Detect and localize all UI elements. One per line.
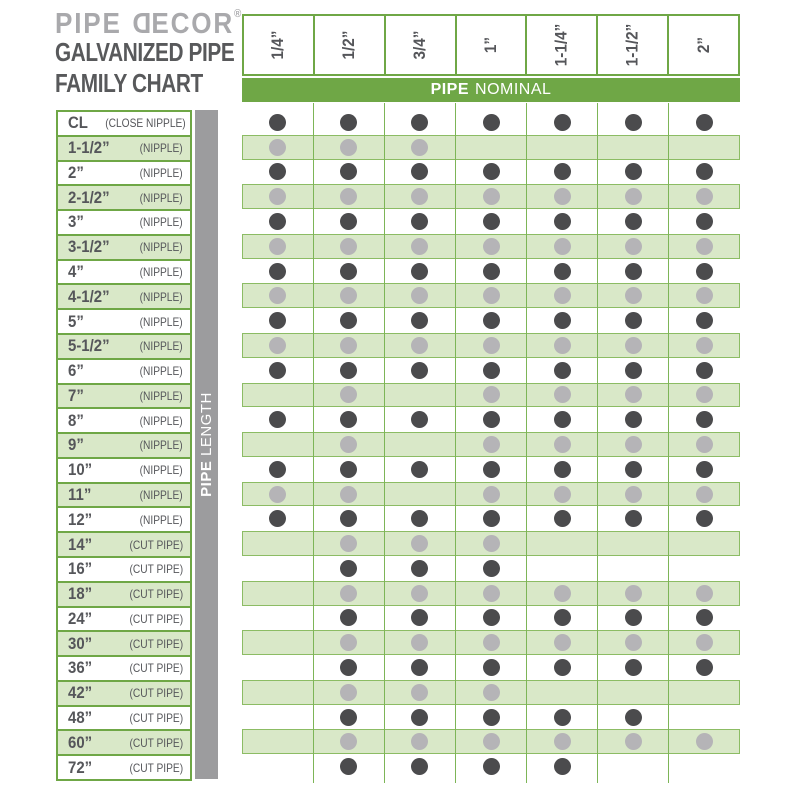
availability-dot: [269, 312, 286, 329]
row-length-label: 12”: [68, 509, 93, 529]
availability-dot: [411, 238, 428, 255]
availability-dot: [411, 362, 428, 379]
availability-dot: [340, 709, 357, 726]
availability-dot: [483, 287, 500, 304]
availability-dot: [625, 585, 642, 602]
availability-dot: [554, 461, 571, 478]
grid-column-line: [384, 103, 385, 783]
row-category-label: (NIPPLE): [139, 314, 183, 329]
pipe-nominal-bold: PIPE: [430, 81, 470, 98]
availability-dot: [554, 362, 571, 379]
availability-dot: [269, 263, 286, 280]
column-header-label: 1-1/2”: [622, 23, 642, 67]
availability-dot: [696, 312, 713, 329]
availability-dot: [340, 114, 357, 131]
row-length-label: 4-1/2”: [68, 286, 110, 306]
availability-dot: [696, 163, 713, 180]
availability-dot: [696, 362, 713, 379]
availability-dot: [483, 461, 500, 478]
title-line-2: FAMILY CHART: [55, 68, 203, 98]
availability-dot: [554, 263, 571, 280]
availability-dot: [269, 337, 286, 354]
availability-dot: [411, 163, 428, 180]
row-label: [56, 259, 192, 286]
availability-dot: [554, 486, 571, 503]
availability-dot: [554, 733, 571, 750]
pipe-nominal-regular: NOMINAL: [475, 81, 552, 98]
row-length-label: 30”: [68, 633, 93, 653]
availability-dot: [411, 609, 428, 626]
row-length-label: 16”: [68, 559, 93, 579]
row-category-label: (CUT PIPE): [129, 537, 183, 552]
availability-dot: [625, 188, 642, 205]
row-category-label: (NIPPLE): [139, 512, 183, 527]
availability-dot: [340, 609, 357, 626]
availability-dot: [554, 585, 571, 602]
column-header-label: 1”: [481, 36, 500, 54]
availability-dot: [411, 139, 428, 156]
availability-dot: [483, 163, 500, 180]
column-header-label: 1-1/4”: [551, 23, 571, 67]
row-label: [56, 333, 192, 360]
row-label: [56, 383, 192, 410]
row-label: [56, 283, 192, 310]
availability-dot: [483, 411, 500, 428]
availability-dot: [340, 758, 357, 775]
registered-mark: ®: [234, 8, 242, 20]
availability-dot: [411, 411, 428, 428]
availability-dot: [625, 337, 642, 354]
row-category-label: (NIPPLE): [139, 413, 183, 428]
availability-dot: [269, 510, 286, 527]
availability-dot: [554, 114, 571, 131]
availability-dot: [411, 684, 428, 701]
availability-dot: [625, 609, 642, 626]
pipe-length-header: [195, 110, 218, 779]
availability-dot: [483, 238, 500, 255]
grid-column-line: [597, 103, 598, 783]
row-category-label: (CUT PIPE): [129, 562, 183, 577]
availability-dot: [269, 238, 286, 255]
row-length-label: 3”: [68, 212, 84, 232]
row-length-label: 8”: [68, 410, 84, 430]
availability-dot: [696, 238, 713, 255]
availability-dot: [340, 585, 357, 602]
availability-dot: [696, 188, 713, 205]
row-label: [56, 606, 192, 633]
availability-dot: [554, 163, 571, 180]
availability-dot: [483, 188, 500, 205]
pipe-nominal-header: [242, 78, 740, 102]
row-label: [56, 630, 192, 657]
row-category-label: (CUT PIPE): [129, 661, 183, 676]
availability-dot: [696, 634, 713, 651]
availability-dot: [411, 263, 428, 280]
availability-dot: [340, 461, 357, 478]
availability-dot: [696, 337, 713, 354]
row-length-label: 5-1/2”: [68, 336, 110, 356]
row-category-label: (CUT PIPE): [129, 760, 183, 775]
availability-dot: [411, 659, 428, 676]
availability-dot: [625, 461, 642, 478]
column-header-label: 1/2”: [339, 30, 359, 60]
availability-dot: [554, 337, 571, 354]
column-header: [384, 14, 457, 76]
row-label: [56, 457, 192, 484]
column-header-label: 3/4”: [410, 30, 430, 60]
availability-dot: [340, 659, 357, 676]
pipe-length-bold: PIPE: [198, 460, 216, 497]
row-label: [56, 184, 192, 211]
availability-dot: [483, 436, 500, 453]
availability-dot: [625, 411, 642, 428]
availability-dot: [483, 634, 500, 651]
column-header: [525, 14, 598, 76]
row-label: [56, 432, 192, 459]
availability-dot: [625, 263, 642, 280]
availability-dot: [411, 709, 428, 726]
grid-column-line: [455, 103, 456, 783]
row-label: [56, 160, 192, 187]
row-length-label: 4”: [68, 262, 84, 282]
availability-dot: [554, 634, 571, 651]
row-length-label: 11”: [68, 485, 92, 505]
availability-dot: [696, 213, 713, 230]
row-length-label: 60”: [68, 732, 93, 752]
row-label: [56, 110, 192, 137]
availability-dot: [696, 461, 713, 478]
availability-dot: [483, 684, 500, 701]
availability-dot: [554, 411, 571, 428]
row-category-label: (NIPPLE): [139, 364, 183, 379]
availability-dot: [696, 510, 713, 527]
availability-dot: [554, 312, 571, 329]
availability-dot: [411, 312, 428, 329]
availability-dot: [625, 287, 642, 304]
row-band: [242, 135, 740, 160]
row-length-label: 6”: [68, 361, 84, 381]
availability-dot: [696, 609, 713, 626]
row-category-label: (CUT PIPE): [129, 587, 183, 602]
row-category-label: (NIPPLE): [139, 488, 183, 503]
availability-dot: [411, 213, 428, 230]
row-label: [56, 407, 192, 434]
availability-dot: [625, 213, 642, 230]
page-title: [55, 37, 234, 99]
row-category-label: (CLOSE NIPPLE): [104, 116, 186, 131]
column-headers: [242, 14, 740, 76]
availability-dot: [625, 436, 642, 453]
row-category-label: (CUT PIPE): [129, 711, 183, 726]
availability-dot: [340, 312, 357, 329]
grid-column-line: [526, 103, 527, 783]
availability-dot: [269, 411, 286, 428]
availability-dot: [483, 114, 500, 131]
availability-dot: [696, 585, 713, 602]
row-length-label: 10”: [68, 460, 93, 480]
availability-dot: [483, 386, 500, 403]
availability-dot: [340, 337, 357, 354]
availability-dot: [625, 312, 642, 329]
pipe-length-regular: LENGTH: [198, 392, 216, 456]
availability-dot: [269, 362, 286, 379]
availability-dot: [483, 733, 500, 750]
availability-dot: [340, 263, 357, 280]
row-label: [56, 556, 192, 583]
availability-dot: [625, 114, 642, 131]
row-length-label: 14”: [68, 534, 93, 554]
availability-dot: [483, 312, 500, 329]
availability-dot: [554, 758, 571, 775]
row-label: [56, 209, 192, 236]
availability-dot: [269, 139, 286, 156]
row-label: [56, 234, 192, 261]
availability-dot: [554, 709, 571, 726]
availability-dot: [625, 362, 642, 379]
availability-dot: [269, 163, 286, 180]
row-label: [56, 754, 192, 781]
availability-dot: [554, 386, 571, 403]
availability-dot: [554, 238, 571, 255]
availability-dot: [554, 510, 571, 527]
column-header-label: 1/4”: [268, 30, 288, 60]
availability-dot: [625, 659, 642, 676]
row-category-label: (NIPPLE): [139, 141, 183, 156]
availability-dot: [340, 213, 357, 230]
row-category-label: (NIPPLE): [139, 289, 183, 304]
availability-dot: [411, 461, 428, 478]
availability-dot: [340, 362, 357, 379]
availability-dot: [483, 362, 500, 379]
availability-dot: [554, 287, 571, 304]
grid-column-line: [313, 103, 314, 783]
row-category-label: (CUT PIPE): [129, 686, 183, 701]
column-header-label: 2”: [693, 36, 713, 54]
availability-dot: [696, 263, 713, 280]
brand-logo-text: PIPE DECOR®: [55, 8, 242, 40]
availability-dot: [340, 238, 357, 255]
pipe-length-text: [198, 392, 215, 497]
row-label: [56, 581, 192, 608]
availability-dot: [625, 163, 642, 180]
availability-dot: [269, 114, 286, 131]
row-label: [56, 729, 192, 756]
availability-dot: [625, 510, 642, 527]
availability-dot: [411, 758, 428, 775]
availability-dot: [483, 758, 500, 775]
availability-dot: [483, 659, 500, 676]
availability-dot: [340, 510, 357, 527]
row-label: [56, 358, 192, 385]
availability-dot: [696, 486, 713, 503]
availability-dot: [340, 560, 357, 577]
row-label: [56, 506, 192, 533]
availability-dot: [483, 560, 500, 577]
row-length-label: CL: [68, 113, 88, 133]
row-length-label: 48”: [68, 708, 93, 728]
availability-dot: [483, 609, 500, 626]
availability-dot: [554, 188, 571, 205]
availability-dot: [625, 709, 642, 726]
row-length-label: 5”: [68, 311, 84, 331]
availability-dot: [554, 609, 571, 626]
row-length-label: 42”: [68, 683, 93, 703]
row-category-label: (NIPPLE): [139, 339, 183, 354]
grid-column-line: [668, 103, 669, 783]
availability-dot: [269, 213, 286, 230]
availability-dot: [483, 263, 500, 280]
row-label: [56, 680, 192, 707]
availability-dot: [483, 585, 500, 602]
row-category-label: (NIPPLE): [139, 165, 183, 180]
availability-dot: [696, 411, 713, 428]
column-header: [313, 14, 386, 76]
availability-dot: [340, 163, 357, 180]
row-category-label: (CUT PIPE): [129, 636, 183, 651]
row-length-label: 1-1/2”: [68, 138, 110, 158]
row-length-label: 2”: [68, 162, 84, 182]
availability-dot: [483, 510, 500, 527]
row-label: [56, 135, 192, 162]
row-label: [56, 705, 192, 732]
availability-dot: [483, 486, 500, 503]
row-length-label: 2-1/2”: [68, 187, 110, 207]
row-category-label: (NIPPLE): [139, 215, 183, 230]
availability-dot: [625, 238, 642, 255]
row-category-label: (CUT PIPE): [129, 735, 183, 750]
row-length-label: 36”: [68, 658, 93, 678]
row-length-label: 9”: [68, 435, 84, 455]
availability-dot: [483, 709, 500, 726]
row-length-label: 18”: [68, 584, 93, 604]
availability-dot: [269, 486, 286, 503]
row-category-label: (NIPPLE): [139, 463, 183, 478]
availability-dot: [625, 634, 642, 651]
row-length-label: 24”: [68, 608, 93, 628]
dot-grid: [242, 110, 740, 779]
availability-dot: [340, 411, 357, 428]
mirrored-d-glyph: D: [130, 8, 152, 40]
availability-dot: [554, 436, 571, 453]
row-length-label: 3-1/2”: [68, 237, 110, 257]
availability-dot: [625, 486, 642, 503]
availability-dot: [411, 585, 428, 602]
row-label: [56, 531, 192, 558]
row-label: [56, 482, 192, 509]
availability-dot: [696, 659, 713, 676]
availability-dot: [340, 486, 357, 503]
row-length-label: 72”: [68, 757, 93, 777]
row-category-label: (NIPPLE): [139, 190, 183, 205]
row-label: [56, 655, 192, 682]
availability-dot: [696, 114, 713, 131]
title-line-1: GALVANIZED PIPE: [55, 37, 235, 67]
row-category-label: (NIPPLE): [139, 388, 183, 403]
row-length-label: 7”: [68, 385, 84, 405]
availability-dot: [340, 684, 357, 701]
column-header: [667, 14, 740, 76]
column-header: [242, 14, 315, 76]
availability-dot: [554, 659, 571, 676]
row-category-label: (NIPPLE): [139, 438, 183, 453]
availability-dot: [625, 733, 642, 750]
column-header: [596, 14, 669, 76]
availability-dot: [483, 535, 500, 552]
availability-dot: [483, 213, 500, 230]
row-labels: [56, 110, 192, 779]
availability-dot: [340, 139, 357, 156]
row-category-label: (NIPPLE): [139, 265, 183, 280]
row-label: [56, 308, 192, 335]
availability-dot: [411, 510, 428, 527]
availability-dot: [411, 560, 428, 577]
row-category-label: (NIPPLE): [139, 240, 183, 255]
availability-dot: [696, 436, 713, 453]
availability-dot: [554, 213, 571, 230]
availability-dot: [269, 461, 286, 478]
row-category-label: (CUT PIPE): [129, 611, 183, 626]
availability-dot: [483, 337, 500, 354]
column-header: [455, 14, 528, 76]
availability-dot: [411, 114, 428, 131]
